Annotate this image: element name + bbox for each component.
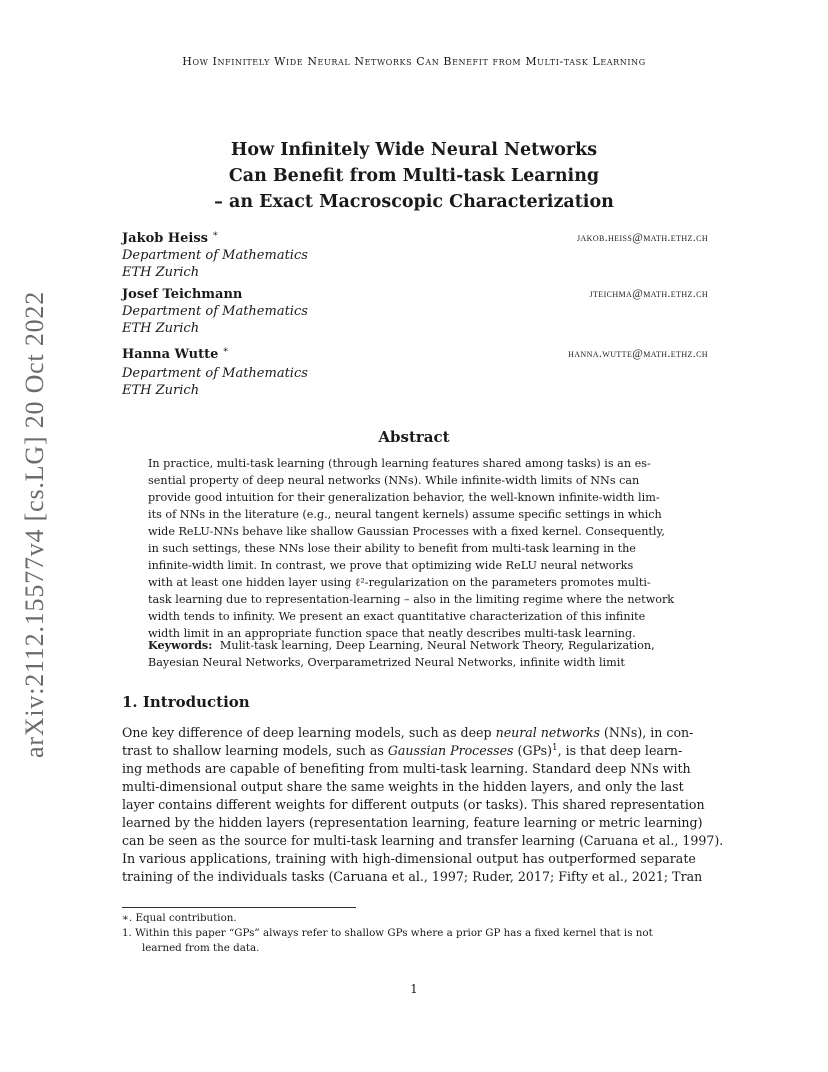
title-line: – an Exact Macroscopic Characterization [214,192,614,212]
author-name: Hanna Wutte [122,347,219,362]
keywords-text: Mulit-task learning, Deep Learning, Neural Network Theory, Regularization, Bayesian Neural Networks, Overparametrized Neural Networks, infinite width limit [148,639,655,669]
author-institution: ETH Zurich [122,265,200,280]
intro-text: , is that deep learn- [557,743,683,758]
author-mark: ∗ [222,345,229,356]
running-header: How Infinitely Wide Neural Networks Can Benefit from Multi-task Learning [182,55,646,68]
abstract-line: infinite-width limit. In contrast, we prove that optimizing wide ReLU neural networks [148,559,634,572]
author-department: Department of Mathematics [122,366,308,381]
abstract-line: sential property of deep neural networks (NNs). While infinite-width limits of NNs can [148,474,640,487]
abstract-line: with at least one hidden layer using ℓ²-regularization on the parameters promotes multi- [148,576,651,589]
footnote-marker[interactable]: 1 [552,742,558,753]
intro-text: trast to shallow learning models, such as [122,743,388,758]
intro-text: One key difference of deep learning models, such as deep [122,725,496,740]
intro-emphasis: neural networks [495,725,600,740]
author-block [122,286,708,337]
abstract-body [148,455,680,642]
intro-line: multi-dimensional output share the same weights in the hidden layers, and only the last [122,779,684,794]
introduction-body [122,724,724,886]
author-email[interactable]: hanna.wutte@math.ethz.ch [568,348,708,360]
author-email[interactable]: jteichma@math.ethz.ch [589,288,708,300]
abstract-heading: Abstract [378,428,450,446]
section-heading-introduction: 1. Introduction [122,693,250,711]
intro-line [122,742,708,760]
author-name: Josef Teichmann [122,287,243,302]
author-email[interactable]: jakob.heiss@math.ethz.ch [576,232,708,244]
intro-emphasis: Gaussian Processes [387,743,514,758]
author-institution: ETH Zurich [122,383,200,398]
author-department: Department of Mathematics [122,248,308,263]
author-block [122,230,708,281]
keywords-label: Keywords: [148,638,213,652]
arxiv-identifier: arXiv:2112.15577v4 [cs.LG] 20 Oct 2022 [20,290,49,758]
abstract-line: in such settings, these NNs lose their ability to benefit from multi-task learning in the [148,542,636,555]
intro-line: training of the individuals tasks (Caruana et al., 1997; Ruder, 2017; Fifty et al., 2021; Tran [122,869,703,884]
footnote-1: 1. Within this paper “GPs” always refer to shallow GPs where a prior GP has a fixed kernel that is not [122,927,653,939]
page-number: 1 [410,982,418,996]
intro-line: In various applications, training with high-dimensional output has outperformed separate [122,851,696,866]
footnotes [122,911,708,956]
author-department: Department of Mathematics [122,304,308,319]
abstract-line: provide good intuition for their generalization behavior, the well-known infinite-width lim- [148,491,660,504]
abstract-line: width tends to infinity. We present an exact quantitative characterization of this infinite [148,610,646,623]
intro-line [122,724,708,742]
abstract-line: width limit in an appropriate function space that neatly describes multi-task learning. [148,627,636,640]
abstract-line: wide ReLU-NNs behave like shallow Gaussian Processes with a fixed kernel. Consequently, [148,525,665,538]
intro-line: can be seen as the source for multi-task learning and transfer learning (Caruana et al., 1997). [122,833,724,848]
intro-text: (NNs), in con- [599,725,694,740]
footnote-divider [122,907,356,908]
abstract-line: In practice, multi-task learning (through learning features shared among tasks) is an es- [148,457,651,470]
abstract-line: task learning due to representation-learning – also in the limiting regime where the network [148,593,675,606]
author-name: Jakob Heiss [122,231,208,246]
author-block [122,346,708,399]
title-line: Can Benefit from Multi-task Learning [228,166,600,186]
intro-line: learned by the hidden layers (representation learning, feature learning or metric learning) [122,815,703,830]
abstract-line: its of NNs in the literature (e.g., neural tangent kernels) assume specific settings in which [148,508,662,521]
intro-text: (GPs) [513,743,553,758]
intro-line: layer contains different weights for different outputs (or tasks). This shared representation [122,797,705,812]
author-institution: ETH Zurich [122,321,200,336]
intro-line: ing methods are capable of benefiting from multi-task learning. Standard deep NNs with [122,761,691,776]
paper-title [0,137,828,215]
footnote-equal-contribution: ∗. Equal contribution. [122,912,237,924]
author-mark: ∗ [212,229,219,240]
keywords [148,637,680,671]
footnote-1-continued: learned from the data. [142,942,260,954]
title-line: How Infinitely Wide Neural Networks [230,140,598,160]
